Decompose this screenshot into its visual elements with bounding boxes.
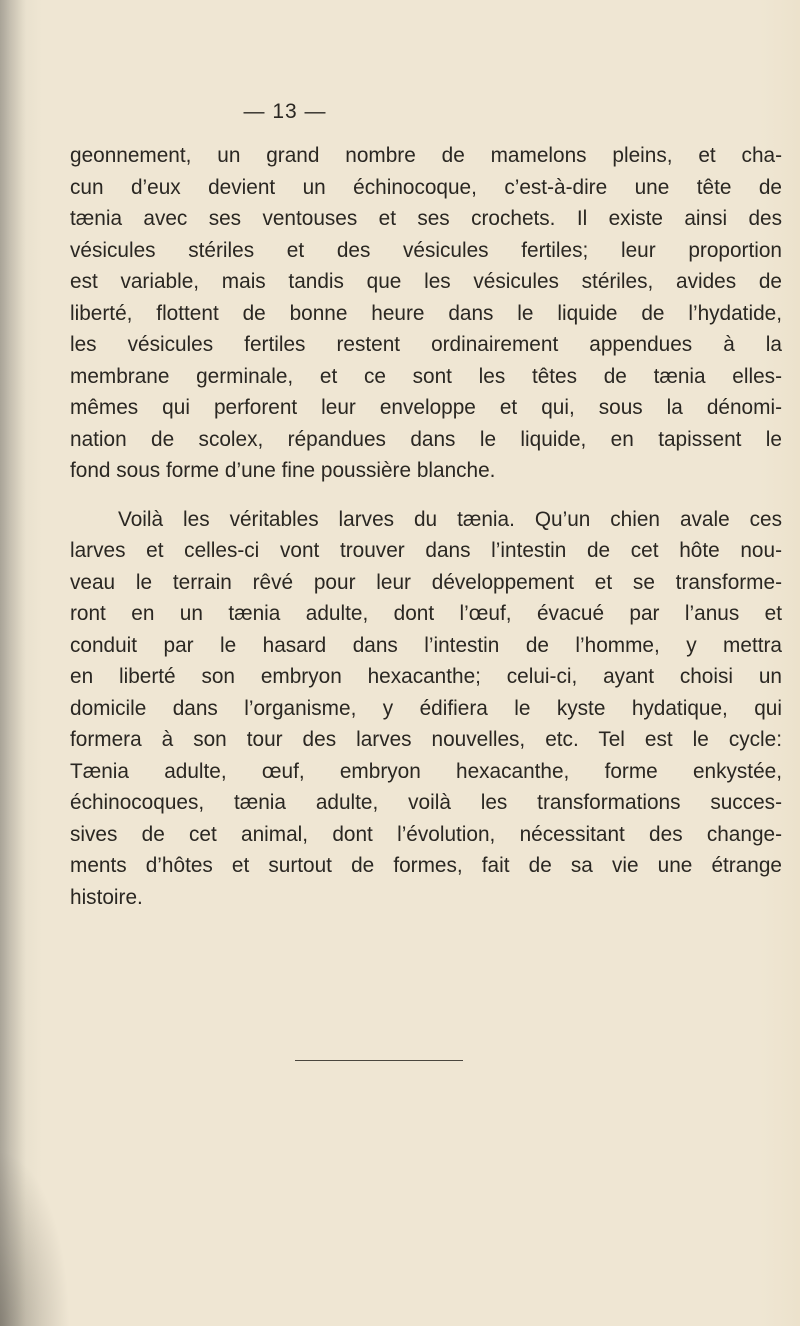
body-text xyxy=(70,140,782,913)
text-line: histoire. xyxy=(70,885,143,909)
text-line: est variable, mais tandis que les vésicules stériles, avides de xyxy=(70,270,782,293)
end-of-chapter-rule xyxy=(295,1060,463,1061)
text-line: échinocoques, tænia adulte, voilà les transformations succes- xyxy=(70,791,782,814)
text-line: tænia avec ses ventouses et ses crochets. Il existe ainsi des xyxy=(70,207,782,230)
page-number: — 13 — xyxy=(243,100,327,123)
text-line: fond sous forme d’une fine poussière blanche. xyxy=(70,459,496,482)
text-line: membrane germinale, et ce sont les têtes de tænia elles- xyxy=(70,364,782,388)
text-line: les vésicules fertiles restent ordinairement appendues à la xyxy=(70,333,782,356)
text-line: sives de cet animal, dont l’évolution, nécessitant des change- xyxy=(70,822,782,846)
text-line: geonnement, un grand nombre de mamelons pleins, et cha- xyxy=(70,144,782,167)
text-line: cun d’eux devient un échinocoque, c’est-à-dire une tête de xyxy=(70,175,782,199)
text-line: Tænia adulte, œuf, embryon hexacanthe, forme enkystée, xyxy=(70,759,782,783)
paragraph-gap xyxy=(70,487,782,504)
text-line: en liberté son embryon hexacanthe; celui-ci, ayant choisi un xyxy=(70,665,782,688)
text-line: veau le terrain rêvé pour leur développement et se transforme- xyxy=(70,570,782,594)
text-line: ront en un tænia adulte, dont l’œuf, évacué par l’anus et xyxy=(70,602,782,625)
text-line: larves et celles-ci vont trouver dans l’intestin de cet hôte nou- xyxy=(70,539,782,562)
text-line: formera à son tour des larves nouvelles, etc. Tel est le cycle: xyxy=(70,728,782,751)
text-line: conduit par le hasard dans l’intestin de l’homme, y mettra xyxy=(70,633,782,657)
text-line: Voilà les véritables larves du tænia. Qu’un chien avale ces xyxy=(118,507,782,531)
text-line: ments d’hôtes et surtout de formes, fait de sa vie une étrange xyxy=(70,854,782,877)
text-line: liberté, flottent de bonne heure dans le liquide de l’hydatide, xyxy=(70,301,782,325)
text-line: vésicules stériles et des vésicules fertiles; leur proportion xyxy=(70,238,782,262)
binding-shadow xyxy=(0,0,26,1326)
text-line: nation de scolex, répandues dans le liquide, en tapissent le xyxy=(70,427,782,451)
text-line: domicile dans l’organisme, y édifiera le kyste hydatique, qui xyxy=(70,696,782,720)
text-line: mêmes qui perforent leur enveloppe et qui, sous la dénomi- xyxy=(70,396,782,419)
page-stain xyxy=(0,1150,70,1326)
